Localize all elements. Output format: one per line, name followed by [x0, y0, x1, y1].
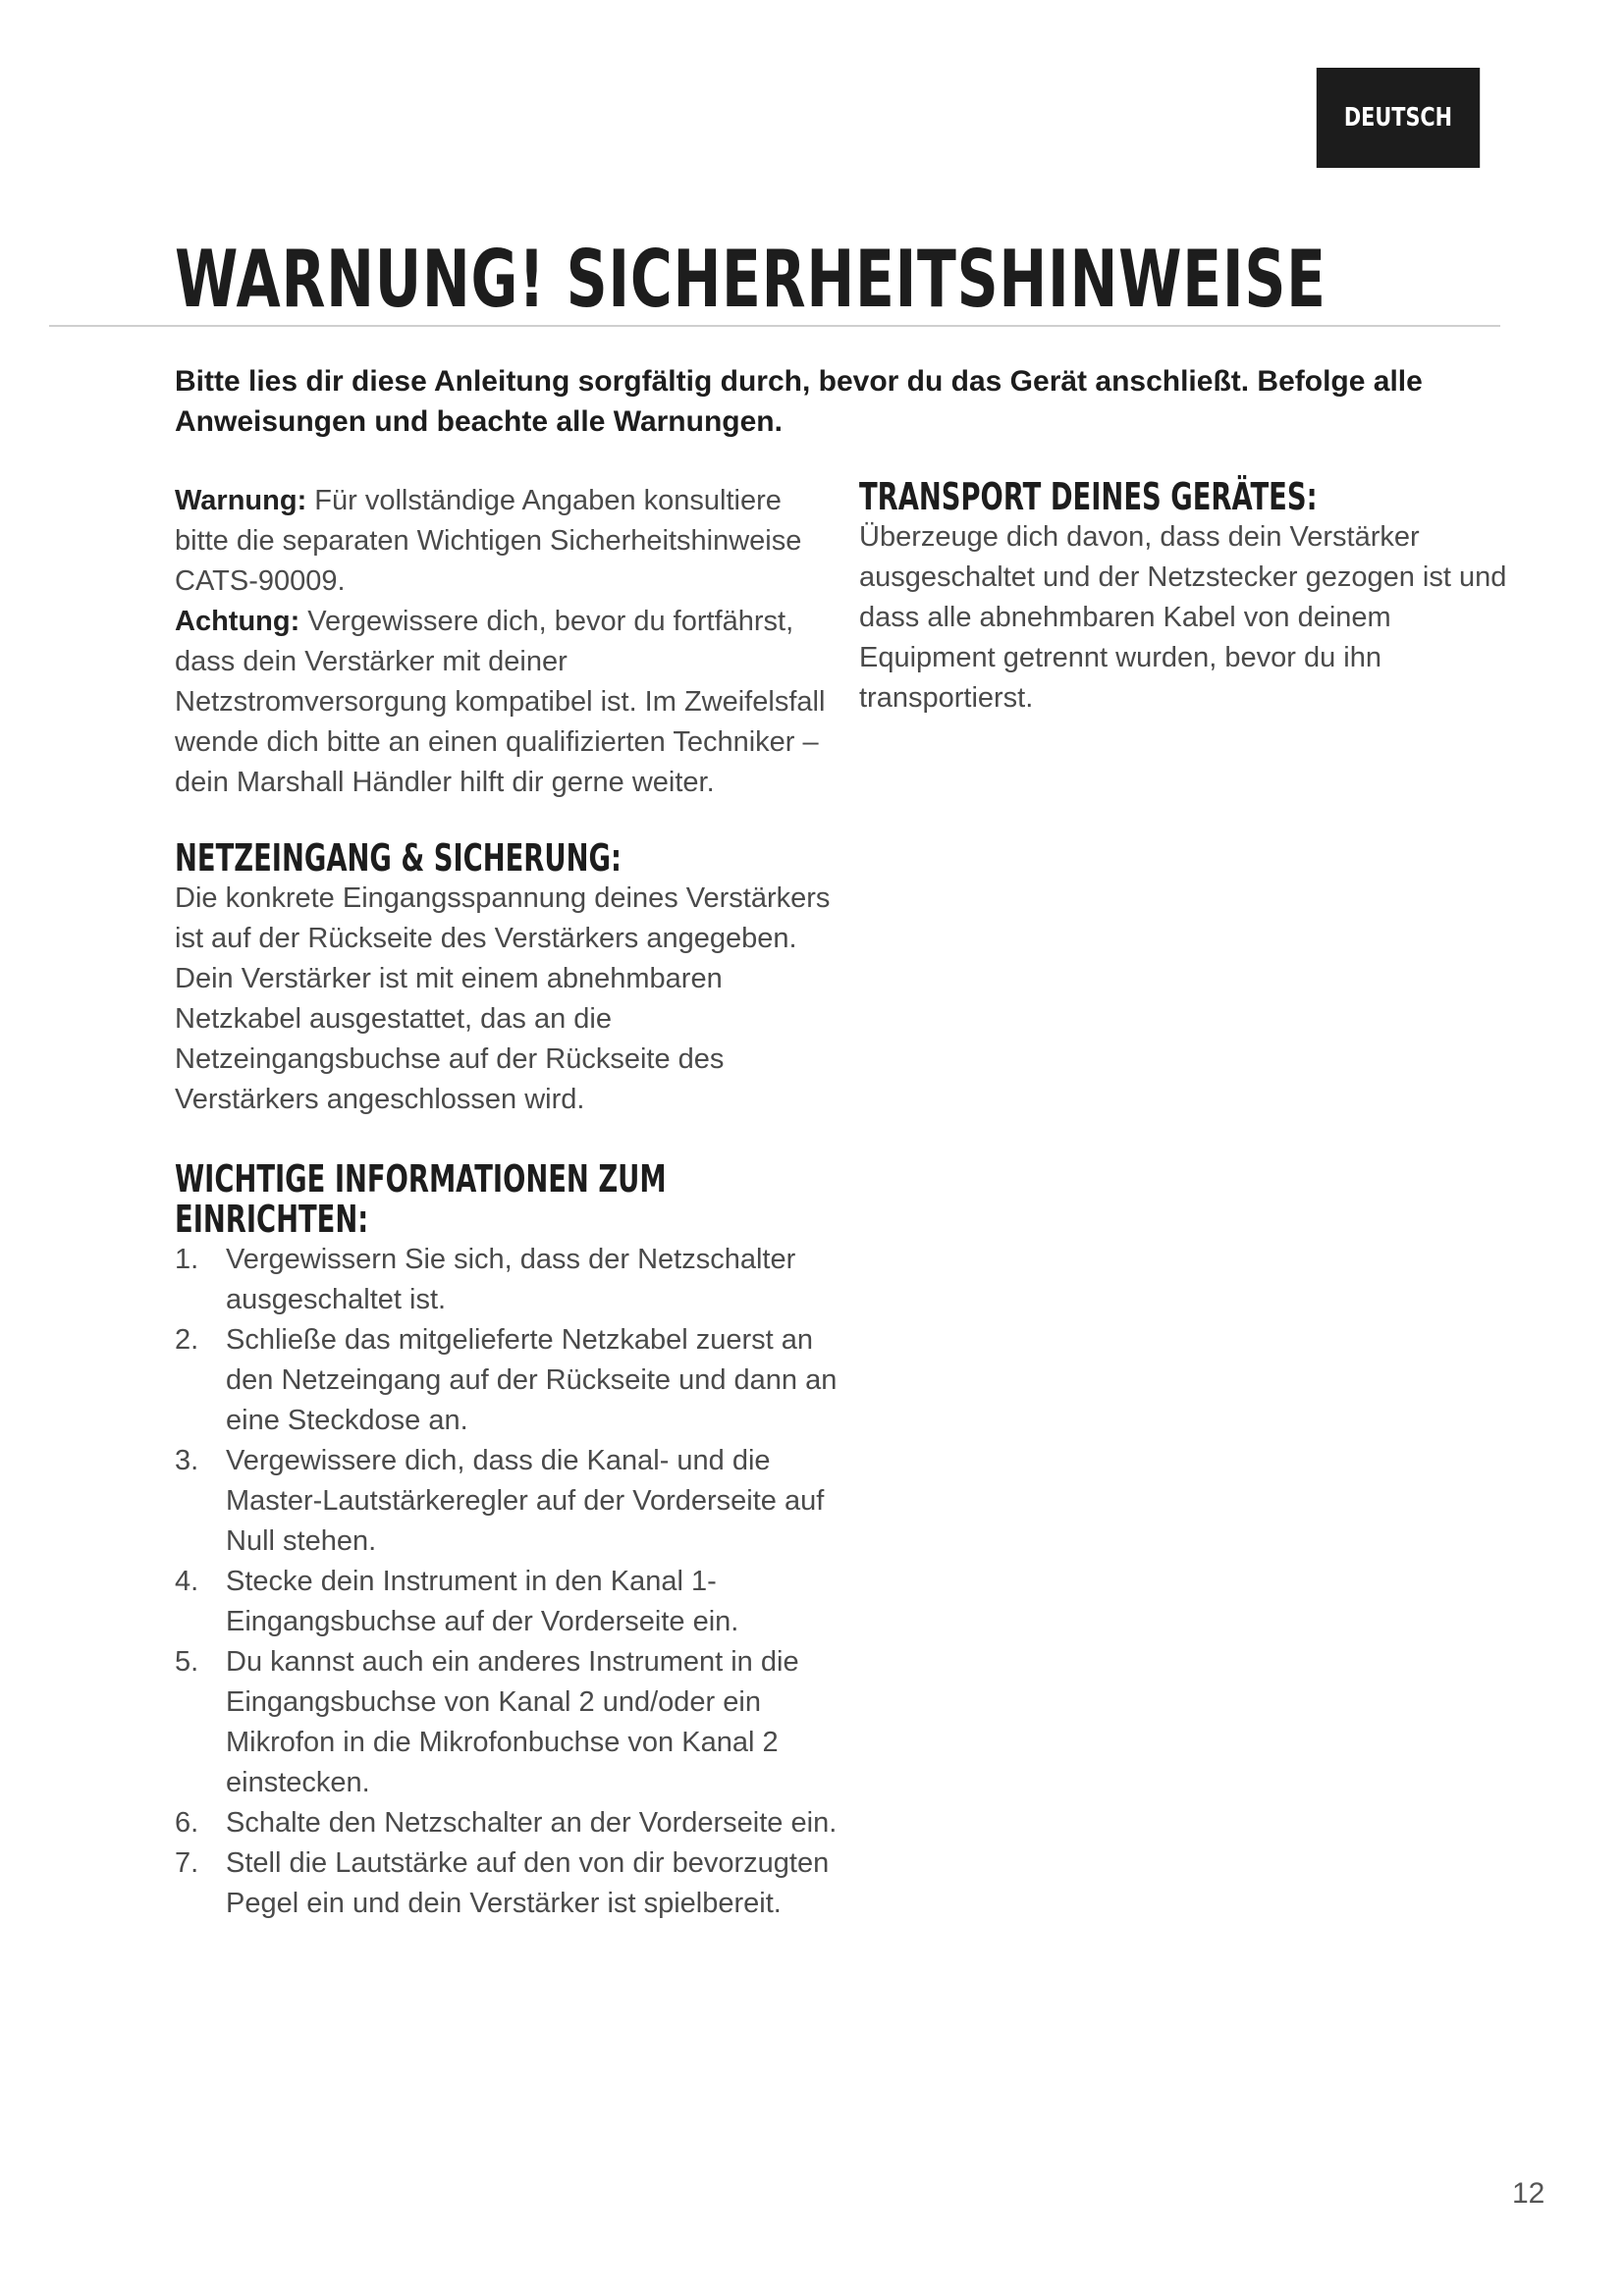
list-item: [175, 1803, 842, 1843]
language-badge: DEUTSCH: [1317, 68, 1480, 168]
list-item: [175, 1642, 842, 1803]
setup-section-heading-line1: WICHTIGE INFORMATIONEN ZUM: [175, 1157, 667, 1201]
page-title: WARNUNG! SICHERHEITSHINWEISE: [175, 234, 1326, 325]
list-item: [175, 1441, 842, 1562]
step-text: Du kannst auch ein anderes Instrument in die Eingangsbuchse von Kanal 2 und/oder ein Mikrofon in die Mikrofonbuchse von Kanal 2 einstecken.: [226, 1646, 799, 1798]
step-number: 4.: [175, 1566, 199, 1597]
page-number: 12: [1512, 2177, 1545, 2210]
right-column: [859, 477, 1507, 719]
step-number: 3.: [175, 1445, 199, 1476]
caution-text: Vergewissere dich, bevor du fortfährst, dass dein Verstärker mit deiner Netzstromversorgung kompatibel ist. Im Zweifelsfall wende dich bitte an einen qualifizierten Techniker – dein Marshall Händler hilft dir gerne weiter.: [175, 606, 826, 798]
list-item: [175, 1240, 842, 1320]
step-number: 5.: [175, 1646, 199, 1678]
left-column: [175, 481, 842, 1924]
step-text: Stell die Lautstärke auf den von dir bevorzugten Pegel ein und dein Verstärker ist spielbereit.: [226, 1847, 830, 1919]
setup-section-heading-line2: EINRICHTEN:: [175, 1198, 369, 1241]
caution-label: Achtung:: [175, 606, 300, 637]
step-text: Schalte den Netzschalter an der Vorderseite ein.: [226, 1807, 838, 1839]
setup-steps-list: [175, 1240, 842, 1924]
step-text: Schließe das mitgelieferte Netzkabel zuerst an den Netzeingang auf der Rückseite und dann an eine Steckdose an.: [226, 1324, 838, 1436]
intro-paragraph: Bitte lies dir diese Anleitung sorgfältig durch, bevor du das Gerät anschließt. Befolge alle Anweisungen und beachte alle Warnungen.: [175, 365, 1423, 438]
step-text: Stecke dein Instrument in den Kanal 1-Eingangsbuchse auf der Vorderseite ein.: [226, 1566, 739, 1637]
transport-section-heading: TRANSPORT DEINES GERÄTES:: [859, 475, 1318, 518]
step-number: 7.: [175, 1847, 199, 1879]
list-item: [175, 1843, 842, 1924]
step-text: Vergewissern Sie sich, dass der Netzschalter ausgeschaltet ist.: [226, 1244, 796, 1315]
warning-label: Warnung:: [175, 485, 307, 516]
power-section-heading: NETZEINGANG & SICHERUNG:: [175, 836, 622, 880]
list-item: [175, 1320, 842, 1441]
power-section-text: Die konkrete Eingangsspannung deines Verstärkers ist auf der Rückseite des Verstärkers angegeben. Dein Verstärker ist mit einem abnehmbaren Netzkabel ausgestattet, das an die Netzeingangsbuchse auf der Rückseite des Verstärkers angeschlossen wird.: [175, 882, 831, 1115]
warning-text: Für vollständige Angaben konsultiere bitte die separaten Wichtigen Sicherheitshinweise CATS-90009.: [175, 485, 802, 597]
caution-paragraph: [175, 602, 842, 803]
warning-paragraph: [175, 481, 842, 602]
title-divider: [49, 325, 1500, 327]
step-number: 1.: [175, 1244, 199, 1275]
transport-section-text: Überzeuge dich davon, dass dein Verstärker ausgeschaltet und der Netzstecker gezogen ist und dass alle abnehmbaren Kabel von deinem Equipment getrennt wurden, bevor du ihn transportierst.: [859, 521, 1507, 714]
step-number: 2.: [175, 1324, 199, 1356]
list-item: [175, 1562, 842, 1642]
step-number: 6.: [175, 1807, 199, 1839]
step-text: Vergewissere dich, dass die Kanal- und die Master-Lautstärkeregler auf der Vorderseite auf Null stehen.: [226, 1445, 825, 1557]
